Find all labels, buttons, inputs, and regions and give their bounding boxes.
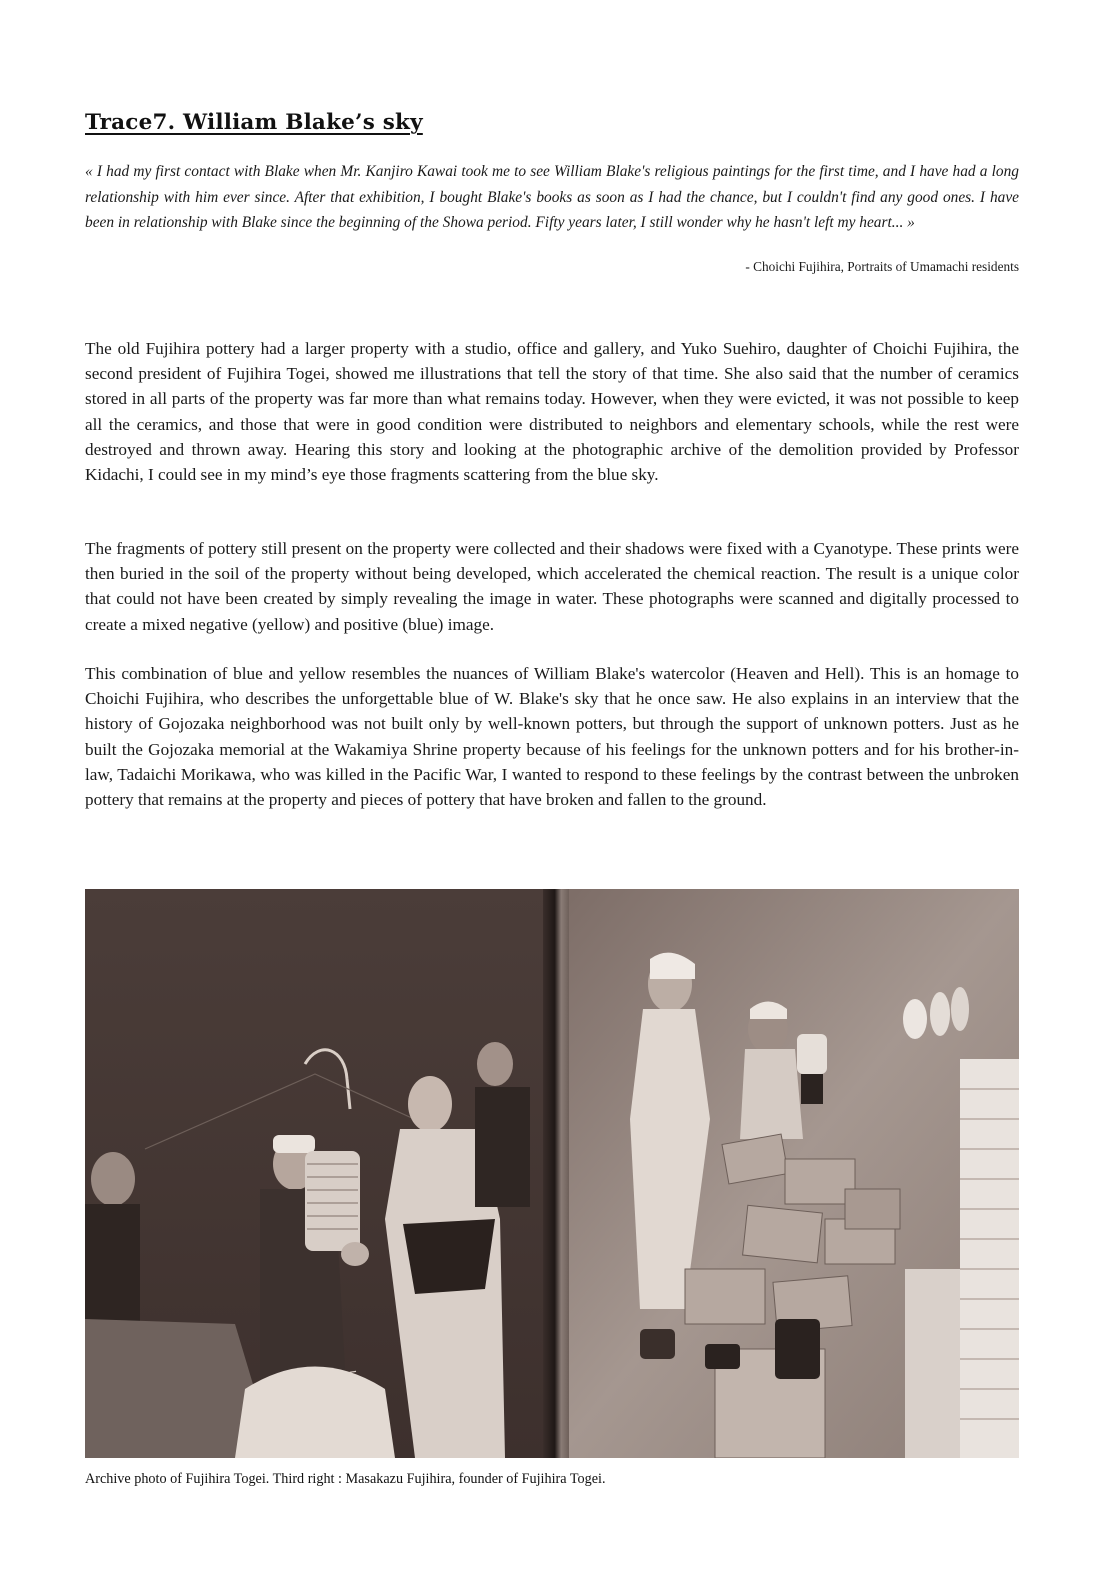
book-gutter [543,889,569,1458]
person-centre-head [408,1076,452,1132]
section-title: Trace7. William Blake’s sky [85,110,423,135]
person-background-head [477,1042,513,1086]
body-paragraph-3: This combination of blue and yellow resembles the nuances of William Blake's watercolor (Heaven and Hell). This is an homage to Choichi Fujihira, who describes the unforgettable blue of W. Blake's sky that he once saw. He also explains in an interview that the history of Gojozaka neighborhood was not built only by well-known potters, but through the support of unknown potters. Just as he built the Gojozaka memorial at the Wakamiya Shrine property because of his feelings for the unknown potters and for his brother-in-law, Tadaichi Morikawa, who was killed in the Pacific War, I wanted to respond to these feelings by the contrast between the unbroken pottery that remains at the property and pieces of pottery that have broken and fallen to the ground. [85,664,1019,810]
dark-jar-2 [775,1319,820,1379]
body-paragraph-1: The old Fujihira pottery had a larger property with a studio, office and gallery, and Yuko Suehiro, daughter of Choichi Fujihira, the second president of Fujihira Togei, showed me illustrations that tell the story of that time. She also said that the number of ceramics stored in all parts of the property was far more than what remains today. However, when they were evicted, it was not possible to keep all the ceramics, and those that were in good condition were distributed to neighbors and elementary schools, while the rest were destroyed and thrown away. Hearing this story and looking at the photographic archive of the demolition provided by Professor Kidachi, I could see in my mind’s eye those fragments scattering from the blue sky. [85,339,1019,485]
stacked-pots [305,1151,360,1251]
person-left-head [91,1152,135,1206]
archive-photo [85,889,1019,1458]
quote-attribution: - Choichi Fujihira, Portraits of Umamachi residents [745,259,1019,274]
body-paragraph-2: The fragments of pottery still present on the property were collected and their shadows were fixed with a Cyanotype. These prints were then buried in the soil of the property without being developed, which accelerated the chemical reaction. The result is a unique color that could not have been created by simply revealing the image in water. These photographs were scanned and digitally processed to create a mixed negative (yellow) and positive (blue) image. [85,539,1019,634]
dark-jar-1 [705,1344,740,1369]
epigraph-quote: « I had my first contact with Blake when Mr. Kanjiro Kawai took me to see William Blake's religious paintings for the first time, and I have had a long relationship with him ever since. After that exhibition, I bought Blake's books as soon as I had the chance, but I couldn't find any good ones. I have been in relationship with Blake since the beginning of the Showa period. Fifty years later, I still wonder why he hasn't left my heart... » [85,163,1019,231]
archive-photo-illustration [85,889,1019,1458]
photo-caption: Archive photo of Fujihira Togei. Third right : Masakazu Fujihira, founder of Fujihira Togei. [85,1471,606,1487]
hanging-pot [797,1034,827,1074]
